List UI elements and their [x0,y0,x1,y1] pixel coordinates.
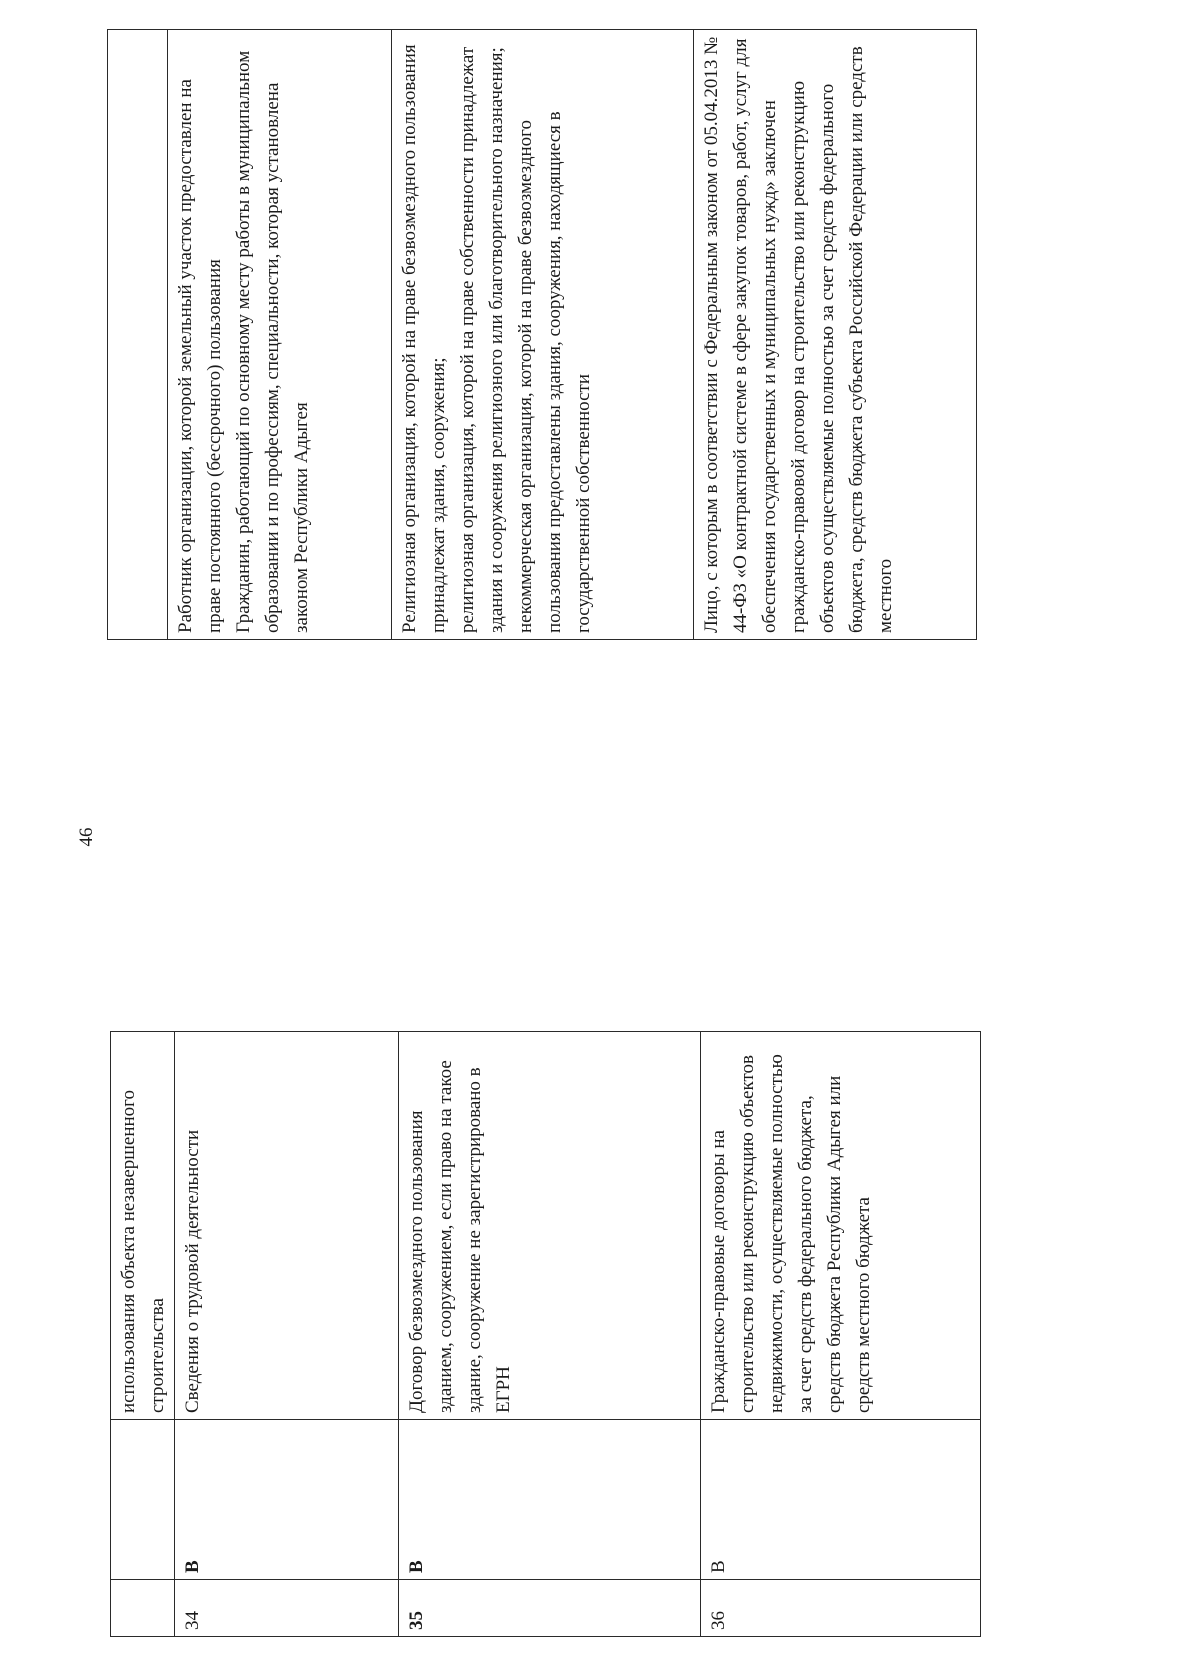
table-cell-num: 36 [701,1580,981,1637]
table-row [175,1032,399,1637]
table-cell-num: 34 [175,1580,399,1637]
table-row [701,1032,981,1637]
page-number: 46 [76,827,97,847]
table-cell-applicant [168,30,392,640]
table-row [392,30,694,640]
table-cell-applicant [392,30,694,640]
table-cell-code: В [399,1420,701,1580]
table-cell-document: Гражданско-правовые договоры на строительство или реконструкцию объектов недвижимости, осуществляемые полностью за счет средств федерального бюджета, средств бюджета Республики Адыгея или средств местного бюджета [701,1032,981,1420]
table-cell-applicant [108,30,168,640]
documents-table-right [107,29,977,640]
table-cell-code: В [175,1420,399,1580]
table-row [108,30,168,640]
applicant-text: религиозная организация, которой на праве собственности принадлежат здания и сооружения религиозного или благотворительного назначения; [457,46,507,633]
table-row [168,30,392,640]
table-cell-document: использования объекта незавершенного строительства [111,1032,175,1420]
applicant-text: Работник организации, которой земельный участок предоставлен на праве постоянного (бессрочного) пользования [175,79,225,633]
table-cell-document: Сведения о трудовой деятельности [175,1032,399,1420]
table-cell-code: В [701,1420,981,1580]
applicant-text: Лицо, с которым в соответствии с Федеральным законом от 05.04.2013 № 44-ФЗ «О контрактной системе в сфере закупок товаров, работ, услуг для обеспечения государственных и муниципальных нужд» заключен гражданско-правовой договор на строительство или реконструкцию объектов осуществляемые полностью за счет средств федерального бюджета, средств бюджета субъекта Российской Федерации или средств местного [701,36,896,633]
applicant-text: Гражданин, работающий по основному месту работы в муниципальном образовании и по профессиям, специальности, которая установлена законом Республики Адыгея [233,50,312,633]
applicant-text: некоммерческая организация, которой на праве безвозмездного пользования предоставлены здания, сооружения, находящиеся в государственной собственности [515,111,594,633]
table-row [694,30,977,640]
table-cell-num [111,1580,175,1637]
table-row [399,1032,701,1637]
table-row [111,1032,175,1637]
table-cell-code [111,1420,175,1580]
table-cell-applicant [694,30,977,640]
table-cell-document: Договор безвозмездного пользования зданием, сооружением, если право на такое здание, сооружение не зарегистрировано в ЕГРН [399,1032,701,1420]
table-cell-num: 35 [399,1580,701,1637]
documents-table-left [110,1031,981,1637]
applicant-text: Религиозная организация, которой на праве безвозмездного пользования принадлежат здания, сооружения; [399,44,449,633]
